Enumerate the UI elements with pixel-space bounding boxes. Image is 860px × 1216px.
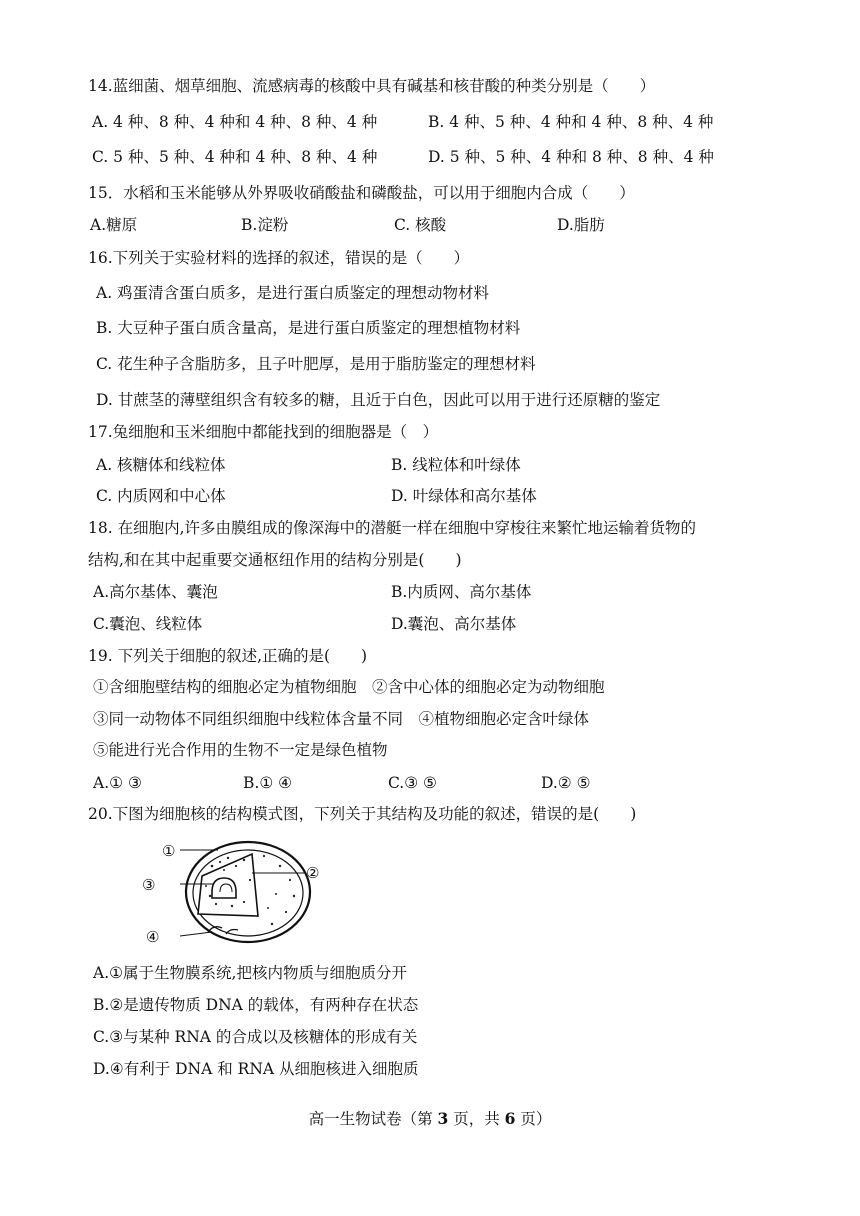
q15-option-a: A.糖原 (90, 216, 138, 234)
q16-option-a: A. 鸡蛋清含蛋白质多，是进行蛋白质鉴定的理想动物材料 (96, 284, 490, 302)
q19-stem: 19. 下列关于细胞的叙述,正确的是( ) (88, 647, 368, 665)
footer-total-pages: 6 (504, 1109, 516, 1128)
q19-option-a: A.① ③ (93, 774, 142, 792)
q17-option-a: A. 核糖体和线粒体 (96, 456, 226, 474)
q20-option-d: D.④有利于 DNA 和 RNA 从细胞核进入细胞质 (93, 1060, 419, 1078)
q18-stem-line1: 18. 在细胞内,许多由膜组成的像深海中的潜艇一样在细胞中穿梭往来繁忙地运输着货物的 (88, 519, 697, 537)
q19-statement-3-4: ③同一动物体不同组织细胞中线粒体含量不同 ④植物细胞必定含叶绿体 (93, 710, 590, 728)
q16-option-c: C. 花生种子含脂肪多，且子叶肥厚，是用于脂肪鉴定的理想材料 (96, 355, 536, 373)
footer-middle: 页，共 (448, 1110, 505, 1128)
page-footer (0, 1107, 860, 1129)
q14-option-d: D. 5 种、5 种、4 种和 8 种、8 种、4 种 (428, 148, 714, 166)
q14-option-b: B. 4 种、5 种、4 种和 4 种、8 种、4 种 (428, 113, 714, 131)
q20-option-a: A.①属于生物膜系统,把核内物质与细胞质分开 (93, 964, 407, 982)
q15-stem: 15．水稻和玉米能够从外界吸收硝酸盐和磷酸盐，可以用于细胞内合成（ ） (88, 184, 635, 202)
footer-suffix: 页） (515, 1110, 552, 1128)
q14-option-c: C. 5 种、5 种、4 种和 4 种、8 种、4 种 (92, 148, 378, 166)
q19-statement-1-2: ①含细胞壁结构的细胞必定为植物细胞 ②含中心体的细胞必定为动物细胞 (93, 678, 605, 696)
label-1: ① (162, 842, 176, 860)
footer-prefix: 高一生物试卷（第 (308, 1110, 438, 1128)
q18-option-d: D.囊泡、高尔基体 (391, 615, 517, 633)
q19-option-b: B.① ④ (243, 774, 293, 792)
nucleolus (212, 878, 236, 898)
q18-option-c: C.囊泡、线粒体 (93, 615, 203, 633)
label-2: ② (306, 864, 320, 882)
q14-stem: 14.蓝细菌、烟草细胞、流感病毒的核酸中具有碱基和核苷酸的种类分别是（ ） (88, 77, 656, 95)
q17-stem: 17.兔细胞和玉米细胞中都能找到的细胞器是（ ） (88, 423, 439, 441)
footer-page-number: 3 (437, 1109, 449, 1128)
q15-option-d: D.脂肪 (557, 216, 605, 234)
q19-statement-5: ⑤能进行光合作用的生物不一定是绿色植物 (93, 741, 388, 759)
q16-stem: 16.下列关于实验材料的选择的叙述，错误的是（ ） (88, 249, 470, 267)
q16-option-d: D. 甘蔗茎的薄壁组织含有较多的糖，且近于白色，因此可以用于进行还原糖的鉴定 (96, 391, 661, 409)
label-4: ④ (146, 928, 160, 946)
q17-option-b: B. 线粒体和叶绿体 (391, 456, 521, 474)
nucleus-diagram (140, 836, 340, 951)
q19-option-c: C.③ ⑤ (388, 774, 437, 792)
q17-option-d: D. 叶绿体和高尔基体 (391, 487, 537, 505)
label-3: ③ (142, 876, 156, 894)
q18-stem-line2: 结构,和在其中起重要交通枢纽作用的结构分别是( ) (88, 551, 462, 569)
q20-stem: 20.下图为细胞核的结构模式图，下列关于其结构及功能的叙述，错误的是( ) (88, 805, 637, 823)
q15-option-b: B.淀粉 (241, 216, 289, 234)
q20-option-b: B.②是遗传物质 DNA 的载体，有两种存在状态 (93, 996, 419, 1014)
q14-option-a: A. 4 种、8 种、4 种和 4 种、8 种、4 种 (92, 113, 378, 131)
q18-option-b: B.内质网、高尔基体 (391, 583, 532, 601)
q17-option-c: C. 内质网和中心体 (96, 487, 226, 505)
q20-option-c: C.③与某种 RNA 的合成以及核糖体的形成有关 (93, 1028, 418, 1046)
q19-option-d: D.② ⑤ (541, 774, 591, 792)
q15-option-c: C. 核酸 (394, 216, 447, 234)
q16-option-b: B. 大豆种子蛋白质含量高，是进行蛋白质鉴定的理想植物材料 (96, 319, 521, 337)
q18-option-a: A.高尔基体、囊泡 (93, 583, 218, 601)
